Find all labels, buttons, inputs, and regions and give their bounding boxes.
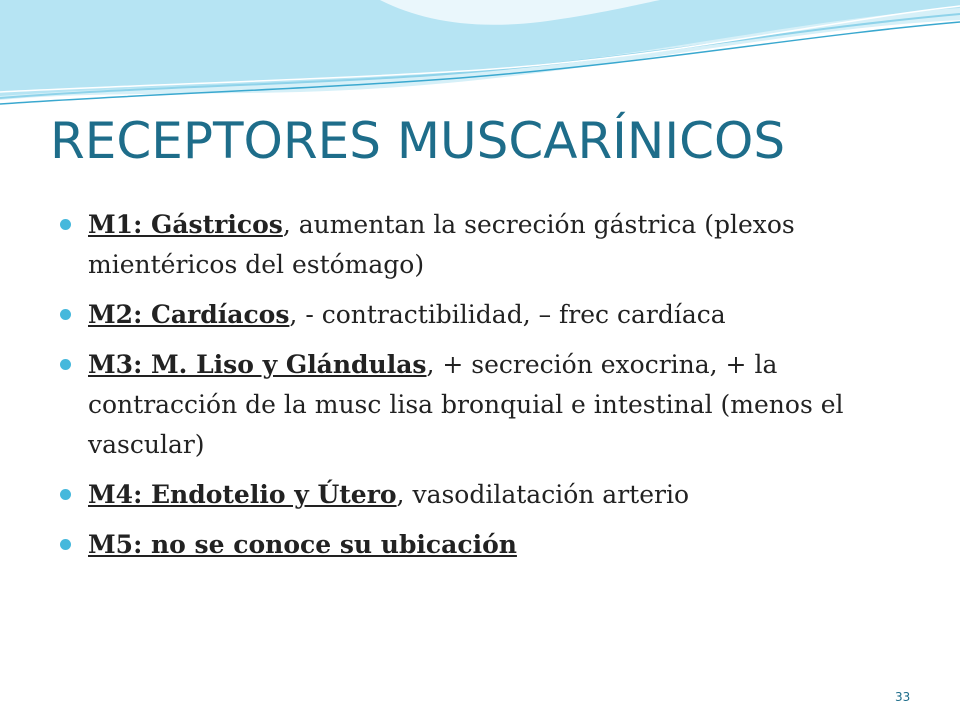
bullet-dot-icon — [60, 309, 71, 320]
bullet-term: M2: Cardíacos — [88, 300, 290, 329]
bullet-dot-icon — [60, 219, 71, 230]
list-item — [60, 345, 920, 465]
bullet-term: M1: Gástricos — [88, 210, 283, 239]
bullet-list — [60, 205, 920, 575]
header-wave-decoration — [0, 0, 960, 120]
bullet-text: , vasodilatación arterio — [396, 480, 689, 509]
list-item — [60, 525, 920, 565]
list-item — [60, 475, 920, 515]
bullet-text: , + secreción exocrina, + la contracción de la musc lisa bronquial e intestinal (menos el vascular) — [88, 350, 844, 459]
bullet-dot-icon — [60, 539, 71, 550]
bullet-term: M3: M. Liso y Glándulas — [88, 350, 427, 379]
slide-title: RECEPTORES MUSCARÍNICOS — [50, 112, 786, 170]
bullet-term: M5: no se conoce su ubicación — [88, 530, 517, 559]
bullet-text: , aumentan la secreción gástrica (plexos mientéricos del estómago) — [88, 210, 795, 279]
bullet-text: , - contractibilidad, – frec cardíaca — [289, 300, 726, 329]
bullet-dot-icon — [60, 489, 71, 500]
list-item — [60, 295, 920, 335]
bullet-term: M4: Endotelio y Útero — [88, 480, 397, 509]
page-number: 33 — [895, 690, 911, 704]
list-item — [60, 205, 920, 285]
bullet-dot-icon — [60, 359, 71, 370]
